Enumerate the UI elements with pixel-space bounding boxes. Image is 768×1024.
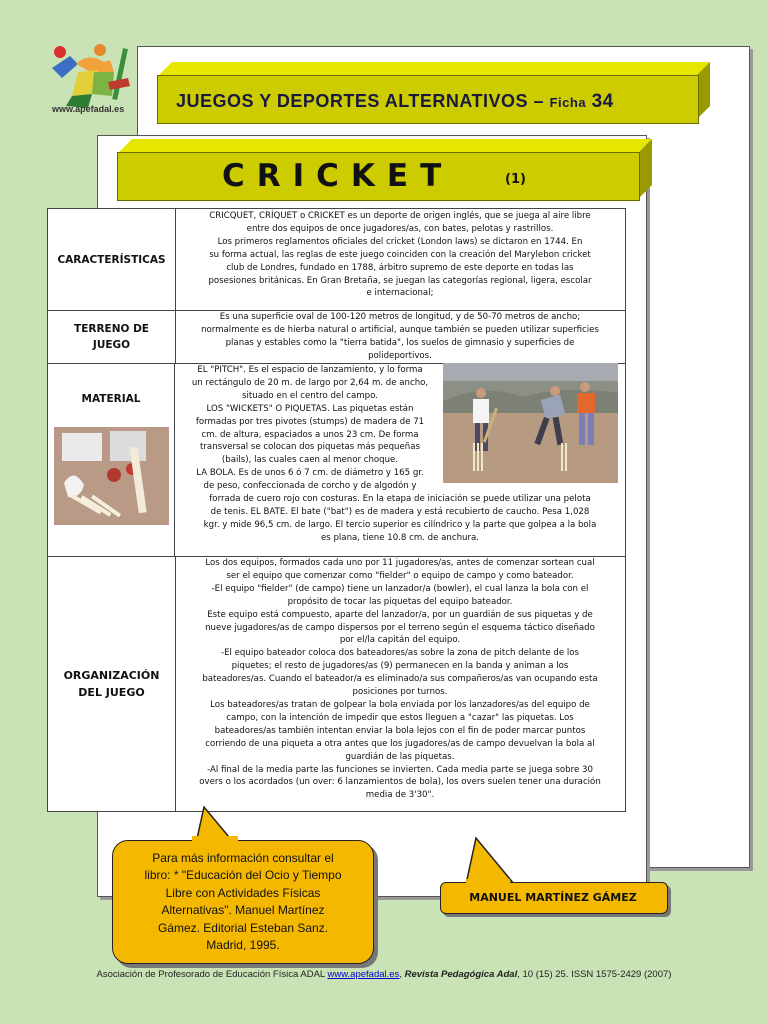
text-line: Los dos equipos, formados cada uno por 11 jugadores/as, antes de comenzar sortean cual bbox=[205, 558, 595, 568]
text-line: Los bateadores/as tratan de golpear la bola enviada por los lanzadores/as del equipo de bbox=[210, 699, 590, 710]
text-line: entre dos equipos de once jugadores/as, con bates, pelotas y rastrillos. bbox=[246, 223, 554, 234]
part-number: (1) bbox=[505, 172, 526, 187]
info-table bbox=[47, 208, 626, 812]
cricket-players-photo bbox=[443, 363, 618, 483]
text-line: LA BOLA. Es de unos 6 ó 7 cm. de diámetro y 165 gr. bbox=[196, 468, 424, 479]
text-line: posesiones británicas. En Gran Bretaña, se juegan las categorías regional, ligera, escolar bbox=[208, 275, 592, 286]
sport-title: CRICKET bbox=[222, 158, 454, 194]
text-line: planas y estables como la "tierra batida", los suelos de gimnasio y superficies de bbox=[225, 337, 575, 348]
text-line: CRICQUET, CRÍQUET o CRICKET es un deporte de origen inglés, que se juega al aire libre bbox=[209, 211, 591, 221]
text-line: situado en el centro del campo. bbox=[242, 390, 378, 401]
text-line: ser el equipo que comenzar como "fielder" o equipo de campo y como bateador. bbox=[226, 570, 574, 581]
text-line: Los primeros reglamentos oficiales del cricket (London laws) se dictaron en 1744. En bbox=[217, 236, 583, 247]
title-bar-top bbox=[118, 139, 652, 153]
ficha-label: Ficha bbox=[549, 95, 587, 110]
callout-line: Para más información consultar el bbox=[152, 851, 334, 865]
text-line: de tenis. EL BATE. El bate ("bat") es de madera y está recubierto de caucho. Pesa 1,028 bbox=[210, 506, 590, 517]
text-line: campo, con la intención de impedir que estos lleguen a "cazar" las piquetas. Los bbox=[226, 712, 574, 723]
text-line: Es una superficie oval de 100-120 metros de longitud, y de 50-70 metros de ancho; bbox=[219, 312, 581, 322]
callout-line: libro: * "Educación del Ocio y Tiempo bbox=[144, 868, 342, 883]
text-terreno bbox=[179, 311, 621, 363]
label-caracteristicas: CARACTERÍSTICAS bbox=[48, 209, 176, 310]
callout-line: Libre con Actividades Físicas bbox=[165, 885, 321, 900]
text-line: kgr. y mide 96,5 cm. de largo. El tercio superior es cilíndrico y la parte que golpea a la bola bbox=[203, 519, 597, 530]
text-caracteristicas bbox=[179, 210, 621, 300]
label-line: ORGANIZACIÓN bbox=[63, 668, 160, 682]
text-line: es plana, tiene 10.8 cm. de anchura. bbox=[320, 532, 480, 543]
label-material: MATERIAL bbox=[48, 363, 175, 556]
text-line: EL "PITCH". Es el espacio de lanzamiento, y lo forma bbox=[197, 365, 423, 375]
author-tail-join bbox=[466, 879, 510, 885]
callout-line: Alternativas". Manuel Martínez bbox=[161, 903, 325, 918]
text-line: formadas por tres pivotes (stumps) de madera de 71 bbox=[195, 416, 425, 427]
callout-tail-join bbox=[192, 836, 238, 844]
label-line: TERRENO DE bbox=[74, 322, 149, 335]
text-line: nueve jugadores/as de campo dispersos por el terreno según el esquema táctico diseñado bbox=[205, 622, 595, 633]
text-line: (bails), las cuales caen al menor choque. bbox=[221, 455, 399, 466]
callout-line: Gámez. Editorial Esteban Sanz. bbox=[157, 920, 329, 935]
author-name: MANUEL MARTÍNEZ GÁMEZ bbox=[469, 891, 637, 904]
text-line: -El equipo bateador coloca dos bateadores/as sobre la zona de pitch delante de los bbox=[221, 648, 579, 659]
text-material-bottom bbox=[179, 493, 621, 545]
text-line: forrada de cuero rojo con costuras. En la etapa de iniciación se puede utilizar una pelota bbox=[209, 494, 591, 504]
text-line: -Al final de la media parte las funciones se invierten. Cada media parte se juega sobre 30 bbox=[207, 764, 593, 775]
footer-prefix: Asociación de Profesorado de Educación Física ADAL bbox=[96, 969, 325, 980]
callout-text bbox=[132, 850, 354, 954]
label-terreno bbox=[48, 310, 176, 363]
label-organizacion bbox=[48, 556, 176, 811]
footer-suffix: , 10 (15) 25. ISSN 1575-2429 (2007) bbox=[517, 969, 672, 980]
text-line: normalmente es de hierba natural o artificial, aunque también se pueden utilizar superficies bbox=[201, 324, 599, 335]
row-organizacion bbox=[48, 556, 625, 811]
text-line: posiciones por turnos. bbox=[352, 687, 448, 698]
text-organizacion bbox=[179, 557, 621, 802]
footer-link[interactable]: www.apefadal.es bbox=[327, 969, 400, 980]
text-material-top bbox=[179, 364, 441, 493]
label-line: JUEGO bbox=[92, 338, 131, 351]
text-line: bateadores/as. Cuando el bateador/a es eliminado/a sus compañeros/as van ocupando esta bbox=[202, 674, 598, 685]
text-line: media de 3'30". bbox=[365, 790, 435, 801]
row-terreno bbox=[48, 310, 625, 364]
text-line: Este equipo está compuesto, aparte del lanzador/a, por un guardián de sus piquetas y de bbox=[207, 609, 593, 620]
text-line: -El equipo "fielder" (de campo) tiene un lanzador/a (bowler), el cual lanza la bola con el bbox=[211, 583, 589, 594]
text-line: transversal se colocan dos piquetas más pequeñas bbox=[200, 442, 420, 453]
ficha-number: 34 bbox=[591, 91, 614, 112]
text-line: LOS "WICKETS" O PIQUETAS. Las piquetas están bbox=[206, 403, 414, 414]
logo-url[interactable]: www.apefadal.es bbox=[52, 104, 125, 114]
text-line: e internacional; bbox=[366, 288, 434, 299]
text-line: de peso, confeccionada de corcho y de algodón y bbox=[203, 481, 417, 492]
header-bar-top bbox=[158, 62, 710, 76]
page-title bbox=[176, 91, 614, 113]
text-line: corriendo de una piqueta a otra antes que los jugadores/as de campo devuelvan la bola al bbox=[205, 738, 595, 749]
text-line: guardián de las piquetas. bbox=[345, 751, 455, 762]
footer-citation: Asociación de Profesorado de Educación Física ADAL www.apefadal.es, Revista Pedagógica Adal, 10 (15) 25. ISSN 1575-2429 (2007) bbox=[96, 969, 672, 980]
series-title: JUEGOS Y DEPORTES ALTERNATIVOS – bbox=[176, 91, 545, 111]
text-line: un rectángulo de 20 m. de largo por 2,64 m. de ancho, bbox=[191, 377, 429, 388]
row-caracteristicas bbox=[48, 209, 625, 311]
text-line: polideportivos. bbox=[368, 350, 432, 361]
cricket-equipment-photo bbox=[54, 427, 169, 525]
text-line: por el/la capitán del equipo. bbox=[339, 635, 461, 646]
text-line: piquetes; el resto de jugadores/as (9) permanecen en la banda y animan a los bbox=[231, 661, 569, 672]
text-line: su forma actual, las reglas de este juego coinciden con la creación del Marylebon cricket bbox=[209, 249, 591, 260]
footer-journal: Revista Pedagógica Adal bbox=[404, 969, 518, 980]
callout-line: Madrid, 1995. bbox=[206, 938, 280, 953]
text-line: cm. de altura, espaciados a unos 23 cm. De forma bbox=[201, 429, 419, 440]
text-line: club de Londres, fundado en 1788, árbitro supremo de este deporte en todas las bbox=[226, 262, 574, 273]
label-line: DEL JUEGO bbox=[78, 685, 145, 699]
text-line: overs o los acordados (un over: 6 lanzamientos de bola), los overs suelen tener una duración bbox=[199, 777, 601, 788]
text-line: bateadores/as también intentan enviar la bola lejos con el fin de poder marcar puntos bbox=[214, 725, 586, 736]
text-line: propósito de tocar las piquetas del equipo bateador. bbox=[287, 596, 513, 607]
